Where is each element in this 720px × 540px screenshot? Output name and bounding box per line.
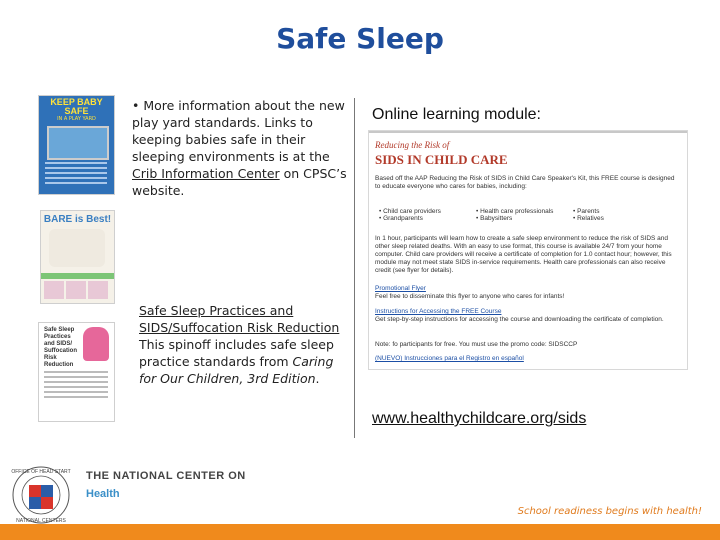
play-yard-info (132, 97, 347, 199)
safe-sleep-thumb-text: Safe Sleep Practices and SIDS/ Suffocation Risk Reduction (44, 327, 77, 368)
play-yard-sub: IN A PLAY YARD (57, 116, 96, 122)
module-top-rule (369, 131, 687, 133)
page-title: Safe Sleep (276, 22, 444, 55)
module-instructions (375, 308, 679, 324)
promotional-flyer-link[interactable]: Promotional Flyer (375, 285, 426, 292)
module-audience-list (379, 208, 679, 222)
sleeping-baby-image (49, 229, 105, 267)
bare-is-best-thumbnail (40, 210, 115, 304)
play-yard-info-text: • More information about the new play yard standards. Links to keeping babies safe in their sleeping environments is at the (132, 98, 345, 164)
bare-heading: BARE is Best! (43, 214, 112, 225)
module-intro: Based off the AAP Reducing the Risk of SIDS in Child Care Speaker's Kit, this FREE course is designed to educate everyone who cares for babies, including: (375, 175, 675, 190)
bottom-bar (0, 524, 720, 540)
audience-item: • Child care providers (379, 208, 441, 215)
flyer-text-lines (45, 162, 107, 187)
flyer-text-lines (44, 371, 108, 401)
baby-pink-image (83, 327, 109, 361)
safe-sleep-practices-body: This spinoff includes safe sleep practice standards from (139, 337, 334, 369)
online-module-label: Online learning module: (372, 106, 541, 123)
org-name-line2: Health (86, 488, 120, 500)
audience-item: • Health care professionals (476, 208, 554, 215)
instructions-text: Get step-by-step instructions for accessing the course and downloading the certificate of completion. (375, 316, 664, 323)
audience-item: • Relatives (573, 215, 604, 222)
safe-sleep-practices-thumbnail (38, 322, 115, 422)
module-kicker: Reducing the Risk of (375, 140, 450, 150)
module-promo (375, 285, 679, 301)
caring-for-our-children-title: Caring for Our Children, 3rd Edition (139, 354, 334, 386)
crib-information-center-link[interactable]: Crib Information Center (132, 166, 280, 181)
national-center-logo (86, 470, 246, 500)
play-yard-banner: KEEP BABY SAFE (50, 97, 103, 116)
audience-item: • Grandparents (379, 215, 423, 222)
safe-sleep-practices-link[interactable]: Safe Sleep Practices and SIDS/Suffocation Risk Reduction (139, 303, 340, 335)
healthychildcare-link[interactable]: www.healthychildcare.org/sids (372, 410, 587, 427)
play-yard-flyer-thumbnail (38, 95, 115, 195)
tagline: School readiness begins with health! (517, 506, 702, 517)
svg-text:OFFICE OF HEAD START: OFFICE OF HEAD START (11, 469, 71, 475)
module-title: SIDS IN CHILD CARE (375, 152, 508, 167)
info-cards (44, 281, 111, 301)
safe-sleep-practices-info (139, 302, 349, 387)
module-spanish (375, 355, 679, 363)
green-bar (41, 273, 114, 279)
org-name-line1: THE NATIONAL CENTER ON (86, 470, 246, 482)
play-yard-info-suffix: on CPSC’s website. (132, 166, 347, 198)
svg-text:NATIONAL CENTERS: NATIONAL CENTERS (16, 518, 66, 524)
safe-sleep-practices-end: . (315, 371, 320, 386)
instructions-link[interactable]: Instructions for Accessing the FREE Course (375, 308, 502, 315)
online-module-screenshot (368, 130, 688, 370)
promo-text: Feel free to disseminate this flyer to anyone who cares for infants! (375, 293, 565, 300)
module-note: Note: fo participants for free. You must use the promo code: SIDSCCP (375, 341, 578, 348)
column-divider (354, 98, 355, 438)
head-start-seal-logo (8, 465, 74, 525)
module-details: In 1 hour, participants will learn how to create a safe sleep environment to reduce the risk of SIDS and other sleep related deaths. With an easy to use format, this course is available 24/7 from your home computer. Child care providers will receive a certificate of completion for 1.0 contact hour; however, this module may not meet state SIDS in-service requirements. Health care professionals can also receive credit (see flyer for details). (375, 235, 672, 274)
play-yard-image (47, 126, 109, 160)
audience-item: • Babysitters (476, 215, 513, 222)
spanish-instructions-link[interactable]: (NUEVO) Instrucciones para el Registro en español (375, 355, 524, 362)
audience-item: • Parents (573, 208, 600, 215)
